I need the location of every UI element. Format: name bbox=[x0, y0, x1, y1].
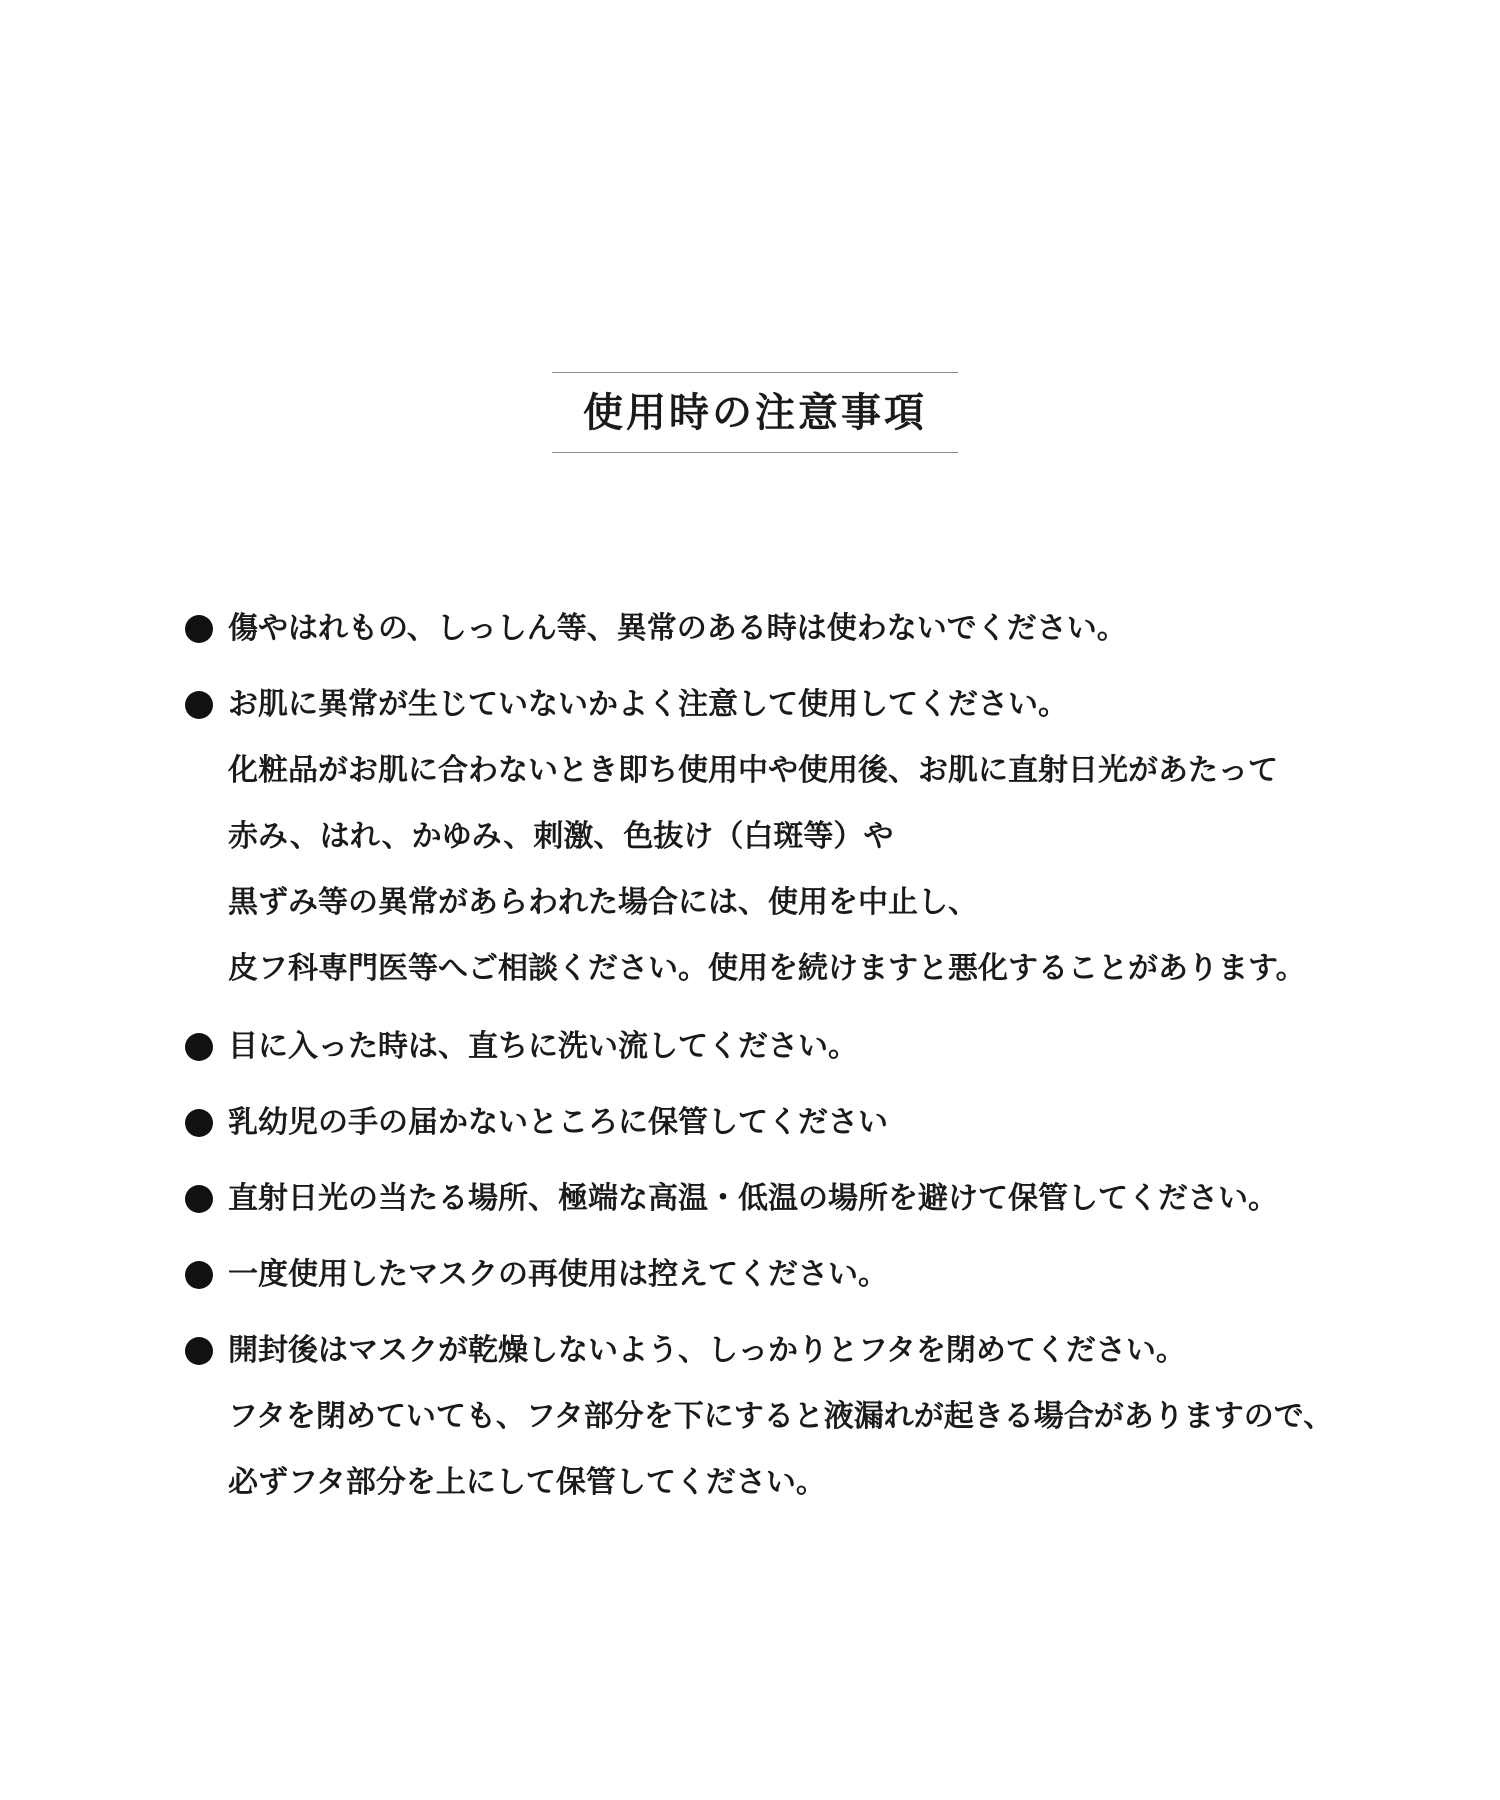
notice-line: 赤み、はれ、かゆみ、刺激、色抜け（白斑等）や bbox=[228, 819, 894, 854]
bullet-icon bbox=[185, 1261, 213, 1289]
bullet-icon bbox=[185, 1337, 213, 1365]
bullet-icon bbox=[185, 1109, 213, 1137]
notice-line: 黒ずみ等の異常があらわれた場合には、使用を中止し、 bbox=[228, 885, 978, 920]
notice-line: 皮フ科専門医等へご相談ください。使用を続けますと悪化することがあります。 bbox=[228, 951, 1306, 986]
notice-line: 直射日光の当たる場所、極端な高温・低温の場所を避けて保管してください。 bbox=[228, 1181, 1278, 1216]
notice-line: 傷やはれもの、しっしん等、異常のある時は使わないでください。 bbox=[228, 611, 1127, 646]
notice-line: 乳幼児の手の届かないところに保管してください bbox=[228, 1105, 888, 1140]
notice-line: 開封後はマスクが乾燥しないよう、しっかりとフタを閉めてください。 bbox=[228, 1333, 1186, 1368]
notice-line: 一度使用したマスクの再使用は控えてください。 bbox=[228, 1257, 888, 1292]
bullet-icon bbox=[185, 615, 213, 643]
notice-line: フタを閉めていても、フタ部分を下にすると液漏れが起きる場合がありますので、 bbox=[228, 1399, 1334, 1434]
notice-line: 必ずフタ部分を上にして保管してください。 bbox=[228, 1465, 826, 1500]
notice-line: 化粧品がお肌に合わないとき即ち使用中や使用後、お肌に直射日光があたって bbox=[228, 753, 1278, 788]
bullet-icon bbox=[185, 1033, 213, 1061]
notice-line: お肌に異常が生じていないかよく注意して使用してください。 bbox=[228, 687, 1068, 722]
bullet-icon bbox=[185, 691, 213, 719]
title-block bbox=[552, 372, 958, 453]
bullet-icon bbox=[185, 1185, 213, 1213]
page-title: 使用時の注意事項 bbox=[583, 389, 927, 436]
notice-line: 目に入った時は、直ちに洗い流してください。 bbox=[228, 1029, 858, 1064]
